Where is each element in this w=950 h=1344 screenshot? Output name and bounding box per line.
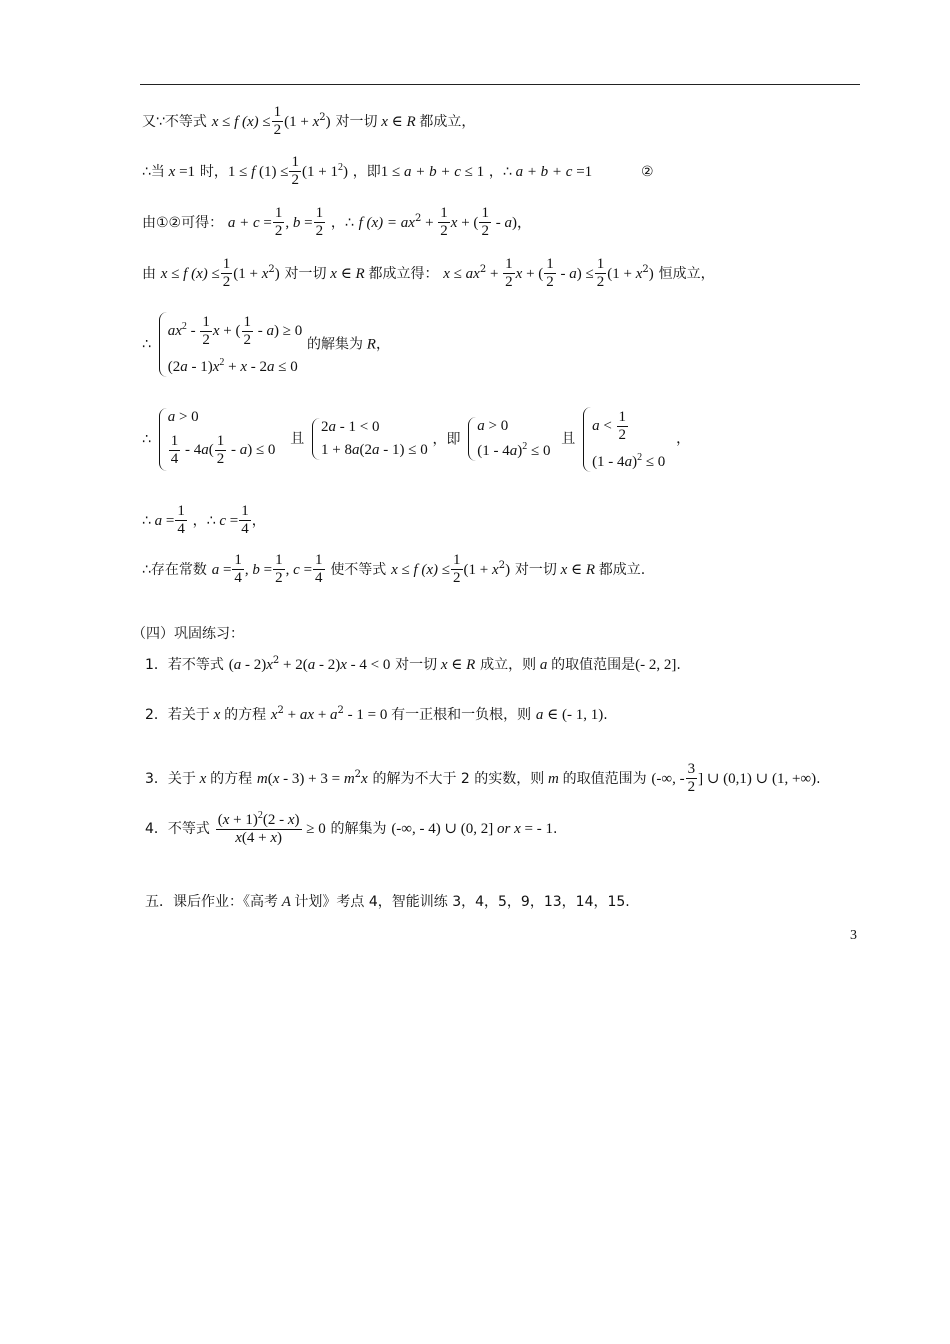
line-2: ∴当 x =1 时，1 ≤ f (1) ≤ $\frac{1}{2}$ $(1 + 1^2)$ ，即1 ≤ a + b + c ≤ 1 ，∴ a + b + c =1 ② <box>142 154 654 189</box>
practice-q3: 3．关于 x 的方程 $m(x - 3) + 3 = m^2x$ 的解为不大于 2 的实数，则 m 的取值范围为 (-∞, - $\frac{3}{2}$ ] ∪ (0,1) ∪ (1, +∞). <box>145 761 821 796</box>
system-brace: a < $\frac{1}{2}$ (1 - 4a)$^2$ ≤ 0 <box>580 405 665 474</box>
line-5: ∴ $ax^2$ - $\frac{1}{2}$ x + ( $\frac{1}{2}$ - a) ≥ 0 $(2a - 1)x^2 + x - 2a \le 0$ 的解集为 R， <box>142 310 390 379</box>
page-number: 3 <box>850 928 857 943</box>
practice-q4: 4．不等式 $\frac{(x + 1)^2(2 - x)}{x(4 + x)}$ ≥ 0 的解集为 (-∞, - 4) ∪ (0, 2] or x = - 1. <box>145 810 558 847</box>
system-brace: a > 0 $\frac{1}{4}$ - 4a( $\frac{1}{2}$ - a) ≤ 0 <box>156 406 276 473</box>
line-6: ∴ a > 0 $\frac{1}{4}$ - 4a( $\frac{1}{2}$ - a) ≤ 0 且 2a - 1 < 0 1 + 8a(2a - 1) ≤ 0 ，即 a > 0 (1 - 4a)$^2$ ≤ 0 且 a < $\frac{1}{2}$ (1 - 4a)$^2$ ≤ 0 ， <box>142 405 690 474</box>
line-8: ∴存在常数 a = $\frac{1}{4}$ , b = $\frac{1}{2}$ , c = $\frac{1}{4}$ 使不等式 x ≤ f (x) ≤ $\frac{1}{2}$ $(1 + x^2)$ 对一切 x ∈ R 都成立. <box>142 552 646 587</box>
practice-heading: （四）巩固练习： <box>132 626 244 642</box>
system-brace: a > 0 (1 - 4a)$^2$ ≤ 0 <box>465 415 550 463</box>
system-brace: $ax^2$ - $\frac{1}{2}$ x + ( $\frac{1}{2}$ - a) ≥ 0 $(2a - 1)x^2 + x - 2a \le 0$ <box>156 310 303 379</box>
header-rule <box>140 84 860 85</box>
line-7: ∴ a = $\frac{1}{4}$ ，∴ c = $\frac{1}{4}$ ， <box>142 503 266 538</box>
line-4: 由 x ≤ f (x) ≤ $\frac{1}{2}$ $(1 + x^2)$ 对一切 x ∈ R 都成立得： $x \le ax^2$ + $\frac{1}{2}$ x + ( $\frac{1}{2}$ - a) ≤ $\frac{1}{2}$ $(1 + x^2)$ 恒成立， <box>142 256 715 291</box>
practice-q2: 2．若关于 x 的方程 $x^2$ + ax + $a^2 - 1 = 0$ 有一正根和一负根，则 a ∈ (- 1, 1). <box>145 705 608 723</box>
homework-line: 五．课后作业：《高考 A 计划》考点 4，智能训练 3，4，5，9，13，14，15. <box>145 894 630 910</box>
line-3: 由①②可得： a + c = $\frac{1}{2}$ , b = $\frac{1}{2}$ ，∴ f $(x) = ax^2$ + $\frac{1}{2}$ x + ( $\frac{1}{2}$ - a)， <box>142 205 532 240</box>
line-1: 又∵不等式 x ≤ f (x) ≤ $\frac{1}{2}$ $(1 + x^2)$ 对一切 x ∈ R 都成立， <box>142 104 476 139</box>
practice-q1: 1．若不等式 $(a - 2)x^2 + 2(a - 2)x - 4 < 0$ 对一切 x ∈ R 成立，则 a 的取值范围是(- 2, 2]. <box>145 655 681 673</box>
system-brace: 2a - 1 < 0 1 + 8a(2a - 1) ≤ 0 <box>309 416 428 462</box>
